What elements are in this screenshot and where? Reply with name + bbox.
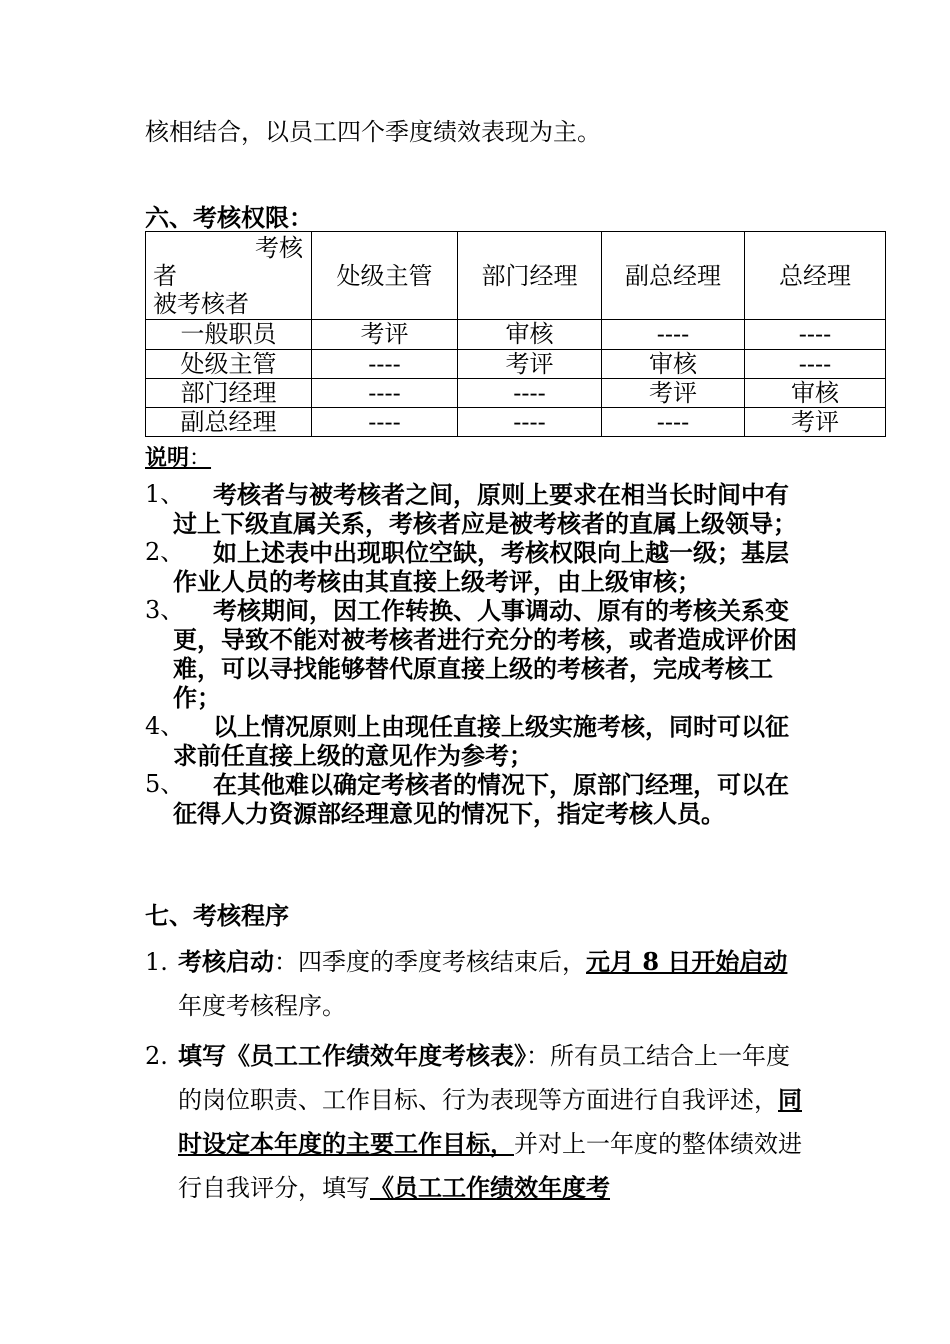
notes-heading-colon: ： — [189, 446, 212, 471]
table-cell: ---- — [312, 378, 458, 407]
list-item — [145, 940, 810, 1028]
note-number: 2、 — [145, 538, 185, 566]
step-underlined-text: 同时设定本年度的主要工作目标， — [178, 1085, 802, 1158]
table-cell: ---- — [745, 320, 886, 349]
list-item — [145, 770, 810, 828]
column-header: 总经理 — [745, 232, 886, 320]
corner-label-reviewer: 考核 — [255, 233, 303, 262]
row-label: 处级主管 — [146, 349, 312, 378]
step-text: 并对上一年度的整体绩效进行自我评分，填写 — [178, 1130, 802, 1202]
table-cell: ---- — [458, 407, 602, 436]
step-text: 所有员工结合上一年度的岗位职责、工作目标、行为表现等方面进行自我评述， — [178, 1042, 790, 1114]
notes-heading — [145, 441, 211, 472]
table-cell: ---- — [745, 349, 886, 378]
step-number: 1. — [145, 948, 168, 976]
table-header-row — [146, 232, 886, 320]
table-cell: 考评 — [745, 407, 886, 436]
procedure-list — [145, 940, 810, 1216]
step-title: 考核启动 — [178, 947, 274, 976]
authority-table — [145, 231, 886, 437]
table-cell: ---- — [458, 378, 602, 407]
notes-heading-label: 说明 — [145, 445, 190, 471]
step-colon: ： — [526, 1042, 550, 1070]
note-text: 考核期间，因工作转换、人事调动、原有的考核关系变更，导致不能对被考核者进行充分的考核，或者造成评价困难，可以寻找能够替代原直接上级的考核者，完成考核工作； — [173, 596, 797, 712]
corner-label-reviewer-end: 者 — [153, 261, 177, 290]
table-cell: 考评 — [602, 378, 745, 407]
table-row — [146, 320, 886, 349]
note-text: 以上情况原则上由现任直接上级实施考核，同时可以征求前任直接上级的意见作为参考； — [173, 712, 789, 770]
step-underlined-text: 《员工工作绩效年度考 — [370, 1173, 610, 1202]
row-label: 部门经理 — [146, 378, 312, 407]
note-number: 4、 — [145, 712, 185, 740]
table-cell: ---- — [602, 407, 745, 436]
table-corner-cell — [146, 232, 312, 320]
table-row — [146, 378, 886, 407]
list-item — [145, 538, 810, 596]
row-label: 一般职员 — [146, 320, 312, 349]
table-cell: 审核 — [602, 349, 745, 378]
column-header: 副总经理 — [602, 232, 745, 320]
note-text: 在其他难以确定考核者的情况下，原部门经理，可以在征得人力资源部经理意见的情况下，指定考核人员。 — [173, 770, 789, 828]
table-cell: ---- — [312, 407, 458, 436]
section6-title: 六、考核权限： — [145, 203, 313, 232]
step-text: 四季度的季度考核结束后， — [298, 948, 586, 976]
table-cell: ---- — [602, 320, 745, 349]
list-item — [145, 596, 810, 712]
table-cell: 考评 — [458, 349, 602, 378]
table-cell: 考评 — [312, 320, 458, 349]
table-row — [146, 349, 886, 378]
note-text: 如上述表中出现职位空缺，考核权限向上越一级；基层作业人员的考核由其直接上级考评，由上级审核； — [173, 538, 789, 596]
note-number: 1、 — [145, 480, 185, 508]
note-number: 3、 — [145, 596, 185, 624]
list-item — [145, 1034, 810, 1210]
intro-paragraph: 核相结合，以员工四个季度绩效表现为主。 — [145, 118, 601, 146]
column-header: 部门经理 — [458, 232, 602, 320]
table-cell: 审核 — [745, 378, 886, 407]
list-item — [145, 712, 810, 770]
corner-label-reviewee: 被考核者 — [153, 289, 249, 318]
step-underlined-text: 元月 8 日开始启动 — [586, 947, 788, 976]
list-item — [145, 480, 810, 538]
row-label: 副总经理 — [146, 407, 312, 436]
table-cell: 审核 — [458, 320, 602, 349]
section7-title: 七、考核程序 — [145, 901, 289, 930]
note-text: 考核者与被考核者之间，原则上要求在相当长时间中有过上下级直属关系，考核者应是被考核者的直属上级领导； — [173, 480, 797, 538]
column-header: 处级主管 — [312, 232, 458, 320]
table-cell: ---- — [312, 349, 458, 378]
step-number: 2. — [145, 1042, 168, 1070]
step-text: 年度考核程序。 — [178, 992, 346, 1020]
notes-list — [145, 480, 810, 828]
step-colon: ： — [274, 948, 298, 976]
table-row — [146, 407, 886, 436]
note-number: 5、 — [145, 770, 185, 798]
step-title: 填写《员工工作绩效年度考核表》 — [178, 1041, 526, 1070]
